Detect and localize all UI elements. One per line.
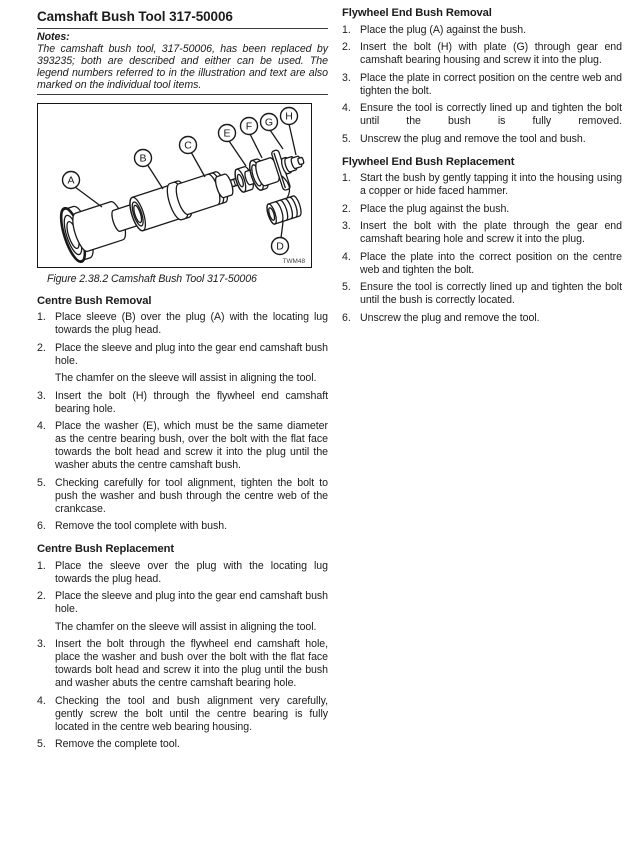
callout-letter-c: C — [184, 139, 192, 152]
step-item — [342, 41, 622, 67]
callout-letter-f: F — [245, 120, 253, 133]
step-text: Ensure the tool is correctly lined up and tighten the bolt until the bush is correctly located. — [360, 281, 622, 306]
step-number: 2. — [342, 41, 351, 53]
step-number: 4. — [342, 102, 351, 114]
step-item — [342, 72, 622, 98]
callout-letter-h: H — [285, 110, 293, 123]
step-number: 4. — [342, 250, 351, 263]
step-number: 1. — [37, 311, 46, 324]
step-item — [37, 638, 328, 690]
step-number: 3. — [37, 389, 46, 402]
step-text: Place the plate in correct position on the centre web and tighten the bolt. — [360, 71, 622, 97]
step-item — [342, 133, 622, 146]
title-rule — [37, 28, 328, 29]
step-number: 2. — [342, 202, 351, 215]
step-number: 3. — [342, 71, 351, 84]
step-text: Start the bush by gently tapping it into the housing using a copper or hide faced hammer. — [360, 172, 622, 197]
step-item — [37, 590, 328, 634]
part-c-sleeve — [164, 165, 237, 221]
step-note: The chamfer on the sleeve will assist in aligning the tool. — [55, 620, 317, 633]
step-text: Insert the bolt (H) through the flywheel end camshaft bearing hole. — [55, 389, 328, 415]
step-item — [37, 560, 328, 586]
callout-g — [261, 113, 284, 149]
section-flywheel-end-bush-replacement — [342, 156, 622, 325]
part-h-bolt — [280, 152, 306, 174]
step-item — [342, 251, 622, 277]
notes-rule — [37, 94, 328, 95]
step-item — [37, 311, 328, 337]
tool-exploded-diagram — [38, 104, 311, 267]
section-flywheel-end-bush-removal — [342, 7, 622, 146]
page-title: Camshaft Bush Tool 317-50006 — [37, 9, 233, 24]
callout-b — [135, 149, 164, 189]
notes-text: The camshaft bush tool, 317-50006, has been replaced by 393235; both are described and either can be used. The legend numbers referred to in the illustration and text are also marked on the individual tool items. — [37, 42, 328, 91]
step-number: 4. — [37, 420, 46, 433]
step-text: Checking the tool and bush alignment very carefully, gently screw the bolt until the centre bearing is fully located in the centre web bearing housing. — [55, 694, 328, 733]
step-item — [342, 102, 622, 128]
section-heading: Flywheel End Bush Removal — [342, 7, 492, 19]
step-item — [37, 342, 328, 386]
step-text: Place the plug (A) against the bush. — [360, 23, 527, 36]
step-text: Place the sleeve over the plug with the locating lug towards the plug head. — [55, 559, 328, 585]
step-number: 1. — [37, 559, 46, 572]
step-number: 6. — [342, 311, 351, 324]
step-text: Unscrew the plug and remove the tool. — [360, 311, 540, 324]
step-text: Place the plate into the correct position on the centre web and tighten the bolt. — [360, 250, 622, 276]
step-text: Unscrew the plug and remove the tool and bush. — [360, 132, 586, 145]
step-text: Insert the bolt (H) with plate (G) through gear end camshaft bearing housing and screw it into the plug. — [360, 41, 622, 66]
section-heading: Centre Bush Removal — [37, 294, 152, 307]
step-list — [342, 172, 622, 325]
section-heading: Centre Bush Replacement — [37, 543, 174, 556]
step-text: Place the sleeve and plug into the gear end camshaft bush hole. — [55, 341, 328, 367]
callout-letter-d: D — [276, 240, 284, 253]
step-item — [37, 695, 328, 734]
step-item — [342, 172, 622, 198]
step-text: Insert the bolt with the plate through the gear end camshaft bearing hole and screw it into the plug. — [360, 220, 622, 245]
step-item — [37, 390, 328, 416]
step-number: 1. — [342, 23, 351, 36]
step-item — [342, 281, 622, 307]
step-item — [342, 220, 622, 246]
callout-letter-a: A — [67, 174, 75, 187]
diagram-code: TWM48 — [282, 257, 305, 265]
step-text: Place the plug against the bush. — [360, 202, 510, 215]
callout-letter-e: E — [223, 127, 231, 140]
step-item — [37, 738, 328, 751]
step-number: 6. — [37, 520, 46, 533]
step-number: 4. — [37, 694, 46, 707]
step-item — [342, 24, 622, 37]
step-text: Ensure the tool is correctly lined up and tighten the bolt until the bush is fully removed. — [360, 102, 622, 127]
step-item — [342, 312, 622, 325]
left-column — [37, 9, 328, 751]
step-text: Checking carefully for tool alignment, tighten the bolt to push the washer and bush through the centre web of the crankcase. — [55, 476, 328, 515]
callout-letter-b: B — [139, 152, 147, 165]
section-centre-bush-replacement — [37, 543, 328, 751]
callout-a — [63, 171, 103, 207]
step-number: 2. — [37, 341, 46, 354]
right-column — [342, 5, 622, 325]
step-item — [37, 420, 328, 472]
step-text: Remove the complete tool. — [55, 738, 180, 751]
step-text: Place the washer (E), which must be the same diameter as the centre bearing bush, over the bolt with the flat face towards the bolt head and screw it into the plug until the washer abuts the centre camshaft bush. — [55, 420, 328, 472]
part-d-threaded-plug — [265, 194, 303, 224]
step-item — [37, 520, 328, 533]
callout-c — [180, 136, 206, 177]
section-heading: Flywheel End Bush Replacement — [342, 155, 515, 168]
figure-frame — [37, 103, 312, 268]
callout-letter-g: G — [264, 116, 274, 129]
step-number: 5. — [37, 738, 46, 751]
section-centre-bush-removal — [37, 295, 328, 534]
callout-h — [281, 107, 298, 155]
step-text: Remove the tool complete with bush. — [55, 520, 227, 533]
step-text: Insert the bolt through the flywheel end camshaft hole, place the washer and bush over the bolt with the flat face towards bolt head and screw it into the plug until the bush and washer abuts the centre camshaft bearing hole. — [55, 638, 328, 690]
notes-block — [37, 32, 328, 92]
step-number: 5. — [342, 281, 351, 293]
step-number: 5. — [342, 132, 351, 145]
step-item — [37, 477, 328, 516]
step-item — [342, 203, 622, 216]
step-note: The chamfer on the sleeve will assist in aligning the tool. — [55, 372, 317, 385]
callout-d — [272, 222, 289, 255]
step-text: Place sleeve (B) over the plug (A) with the locating lug towards the plug head. — [55, 311, 328, 337]
notes-label: Notes: — [37, 31, 70, 43]
step-text: Place the sleeve and plug into the gear end camshaft bush hole. — [55, 590, 328, 616]
step-list — [37, 311, 328, 533]
step-number: 1. — [342, 172, 351, 184]
step-number: 3. — [342, 220, 351, 232]
step-list — [342, 24, 622, 146]
figure-caption: Figure 2.38.2 Camshaft Bush Tool 317-50006 — [47, 272, 257, 285]
step-number: 2. — [37, 590, 46, 603]
callout-f — [241, 117, 263, 158]
step-number: 3. — [37, 638, 46, 651]
step-list — [37, 560, 328, 752]
step-number: 5. — [37, 476, 46, 489]
